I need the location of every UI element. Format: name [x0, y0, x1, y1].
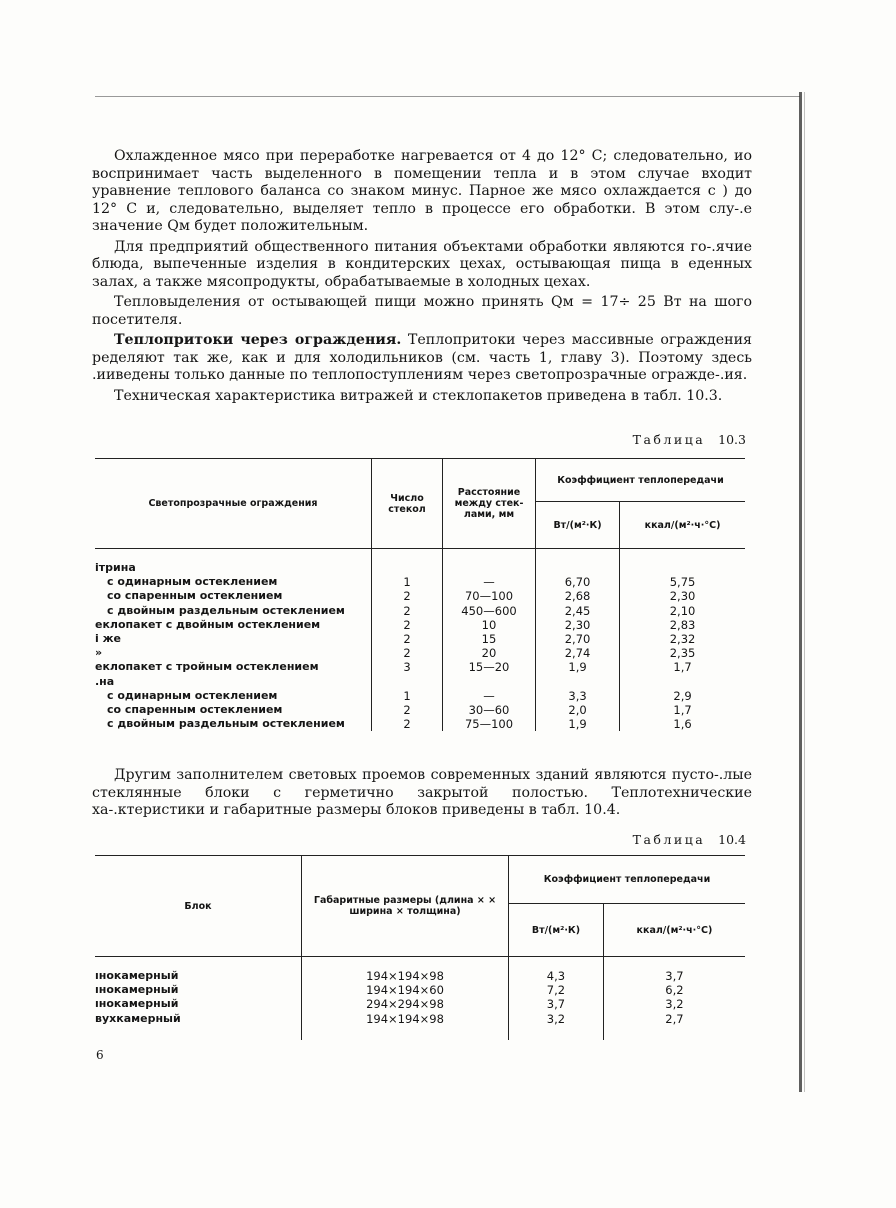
t1-cell-kcal: 2,10: [620, 604, 745, 618]
t2-cell-wt: 3,2: [509, 1012, 604, 1040]
t1-cell-name: с одинарным остеклением: [107, 688, 278, 702]
t1-cell-count: 2: [372, 589, 443, 603]
t1-cell-wt: 2,70: [536, 632, 620, 646]
t1-cell-count: 2: [372, 717, 443, 731]
t1-cell-distance: [443, 549, 536, 576]
table-row: [95, 549, 745, 576]
t1-cell-wt: [536, 675, 620, 689]
t1-cell-wt: 3,3: [536, 689, 620, 703]
t1-header-coefficient: Коэффициент теплопередачи: [536, 459, 746, 502]
t2-body: [95, 957, 745, 1040]
t1-cell-distance: —: [443, 575, 536, 589]
table-row: [95, 717, 745, 731]
page-number: 6: [96, 1048, 104, 1062]
t1-header-count: Число стекол: [372, 459, 443, 549]
t2-header-coefficient: Коэффициент теплопередачи: [509, 856, 746, 904]
t1-cell-count: 1: [372, 689, 443, 703]
t1-cell-name: еклопакет с тройным остеклением: [95, 660, 319, 674]
t1-cell-distance: 10: [443, 618, 536, 632]
t1-header-kcal: ккал/(м²·ч·°С): [620, 502, 745, 549]
t1-cell-kcal: 1,7: [620, 660, 745, 674]
t1-cell-wt: 2,74: [536, 646, 620, 660]
t2-cell-wt: 3,7: [509, 997, 604, 1011]
table1-caption: [633, 432, 746, 447]
t2-header-block: Блок: [95, 856, 302, 957]
t1-cell-wt: 6,70: [536, 575, 620, 589]
t2-cell-name: ıнокамерный: [95, 983, 179, 997]
table-10-4: [95, 855, 745, 1040]
table1-caption-word: Таблица: [632, 432, 706, 447]
t1-header-wt: Вт/(м²·К): [536, 502, 620, 549]
t1-cell-distance: 450—600: [443, 604, 536, 618]
table2-caption-word: Таблица: [632, 832, 706, 847]
t1-cell-count: 3: [372, 660, 443, 674]
table-row: [95, 646, 745, 660]
table-row: [95, 983, 745, 997]
t1-cell-wt: [536, 549, 620, 576]
t2-cell-size: 194×194×98: [302, 1012, 509, 1040]
t1-cell-wt: 2,30: [536, 618, 620, 632]
t1-cell-kcal: [620, 549, 745, 576]
t2-cell-kcal: 3,2: [603, 997, 745, 1011]
t1-cell-kcal: 2,83: [620, 618, 745, 632]
t2-cell-kcal: 3,7: [603, 957, 745, 984]
table-row: [95, 660, 745, 674]
table-row: [95, 1012, 745, 1040]
paragraph-heat-inflow: [92, 332, 752, 385]
table2-caption-number: 10.4: [718, 832, 746, 847]
table2-caption: [633, 832, 746, 847]
t2-cell-name: вухкамерный: [95, 1011, 181, 1025]
paragraph-blocks: Другим заполнителем световых проемов современных зданий являются пусто-.лые стеклянные блоки с герметично закрытой полостью. Теплотехнические ха-.ктеристики и габаритные размеры блоков приведены в табл. 10.4.: [92, 767, 752, 818]
table-row: [95, 689, 745, 703]
t1-cell-name: ітрина: [95, 561, 136, 574]
t1-cell-count: [372, 549, 443, 576]
t1-cell-count: [372, 675, 443, 689]
table-row: [95, 632, 745, 646]
t1-cell-count: 2: [372, 703, 443, 717]
heat-inflow-text: Теплопритоки через массивные ограждения ределяют так же, как и для холодильников (см. часть 1, главу 3). Поэтому здесь .ииведены только данные по теплопоступлениям через светопрозрачные огражде-.ия.: [92, 332, 752, 383]
t1-cell-name: еклопакет с двойным остеклением: [95, 617, 321, 631]
t1-cell-wt: 1,9: [536, 660, 620, 674]
t1-cell-wt: 1,9: [536, 717, 620, 731]
t1-cell-distance: 15: [443, 632, 536, 646]
t2-header-kcal: ккал/(м²·ч·°С): [603, 904, 745, 957]
t2-header-wt: Вт/(м²·К): [509, 904, 604, 957]
t1-body: [95, 549, 745, 732]
t1-cell-name: со спаренным остеклением: [107, 589, 283, 603]
t1-cell-wt: 2,45: [536, 604, 620, 618]
t1-cell-name: »: [95, 646, 103, 660]
t1-cell-kcal: 2,32: [620, 632, 745, 646]
table-row: [95, 703, 745, 717]
paragraph-meat: Охлажденное мясо при переработке нагревается от 4 до 12° С; следовательно, ио воспринимает часть выделенного в помещении тепла и в этом случае входит уравнение теплового баланса со знаком минус. Парное же мясо охлаждается с ) до 12° С и, следовательно, выделяет тепло в процессе его обработки. В этом слу-.е значение Qм будет положительным.: [92, 148, 752, 234]
table-row: [95, 997, 745, 1011]
t1-cell-name: с двойным раздельным остеклением: [107, 603, 345, 617]
t1-cell-kcal: [620, 675, 745, 689]
t1-cell-name: с двойным раздельным остеклением: [107, 717, 345, 731]
t1-cell-name: со спаренным остеклением: [107, 703, 283, 717]
table-row: [95, 575, 745, 589]
t2-cell-size: 194×194×98: [302, 957, 509, 984]
t1-cell-distance: [443, 675, 536, 689]
t2-cell-size: 294×294×98: [302, 997, 509, 1011]
t1-cell-kcal: 1,6: [620, 717, 745, 731]
table-row: [95, 675, 745, 689]
t2-cell-wt: 4,3: [509, 957, 604, 984]
table-10-3: [95, 458, 745, 731]
t2-cell-size: 194×194×60: [302, 983, 509, 997]
t1-cell-kcal: 2,30: [620, 589, 745, 603]
t2-cell-wt: 7,2: [509, 983, 604, 997]
t2-cell-name: ıнокамерный: [95, 969, 179, 982]
t2-cell-name: ıнокамерный: [95, 997, 179, 1011]
t1-cell-count: 2: [372, 618, 443, 632]
t1-cell-distance: 75—100: [443, 717, 536, 731]
table1-caption-number: 10.3: [718, 432, 746, 447]
t1-cell-wt: 2,68: [536, 589, 620, 603]
t1-header-distance: Расстояние между стек-лами, мм: [443, 459, 536, 549]
table-row: [95, 604, 745, 618]
paragraph-tech: Техническая характеристика витражей и стеклопакетов приведена в табл. 10.3.: [114, 387, 723, 404]
t1-cell-count: 2: [372, 604, 443, 618]
t1-cell-name: с одинарным остеклением: [107, 575, 278, 589]
t1-header-enclosure: Светопрозрачные ограждения: [95, 459, 372, 549]
blocks-text: [92, 767, 752, 820]
t1-cell-distance: —: [443, 689, 536, 703]
t1-cell-kcal: 1,7: [620, 703, 745, 717]
t1-cell-name: і же: [95, 632, 122, 646]
table-row: [95, 618, 745, 632]
t2-cell-kcal: 2,7: [603, 1012, 745, 1040]
intro-text: [92, 148, 752, 405]
t1-cell-distance: 20: [443, 646, 536, 660]
top-rule: [95, 96, 800, 97]
t1-cell-count: 2: [372, 632, 443, 646]
t1-cell-kcal: 2,9: [620, 689, 745, 703]
t1-cell-wt: 2,0: [536, 703, 620, 717]
t1-cell-count: 2: [372, 646, 443, 660]
t1-cell-count: 1: [372, 575, 443, 589]
t1-cell-distance: 30—60: [443, 703, 536, 717]
table-row: [95, 957, 745, 984]
paragraph-food-heat: Тепловыделения от остывающей пищи можно принять Qм = 17÷ 25 Вт на шого посетителя.: [92, 294, 752, 328]
t1-cell-distance: 15—20: [443, 660, 536, 674]
t1-cell-kcal: 5,75: [620, 575, 745, 589]
t2-header-size: Габаритные размеры (длина × × ширина × толщина): [302, 856, 509, 957]
t1-cell-name: .на: [95, 674, 115, 688]
t2-cell-kcal: 6,2: [603, 983, 745, 997]
t1-cell-kcal: 2,35: [620, 646, 745, 660]
table-row: [95, 589, 745, 603]
scan-edge-shadow: [804, 92, 805, 1092]
heat-inflow-heading: Теплопритоки через ограждения.: [114, 332, 402, 348]
scan-edge: [799, 92, 802, 1092]
paragraph-catering: Для предприятий общественного питания объектами обработки являются го-.ячие блюда, выпеченные изделия в кондитерских цехах, остывающая пища в еденных залах, а также мясопродукты, обрабатываемые в холодных цехах.: [92, 238, 752, 290]
t1-cell-distance: 70—100: [443, 589, 536, 603]
